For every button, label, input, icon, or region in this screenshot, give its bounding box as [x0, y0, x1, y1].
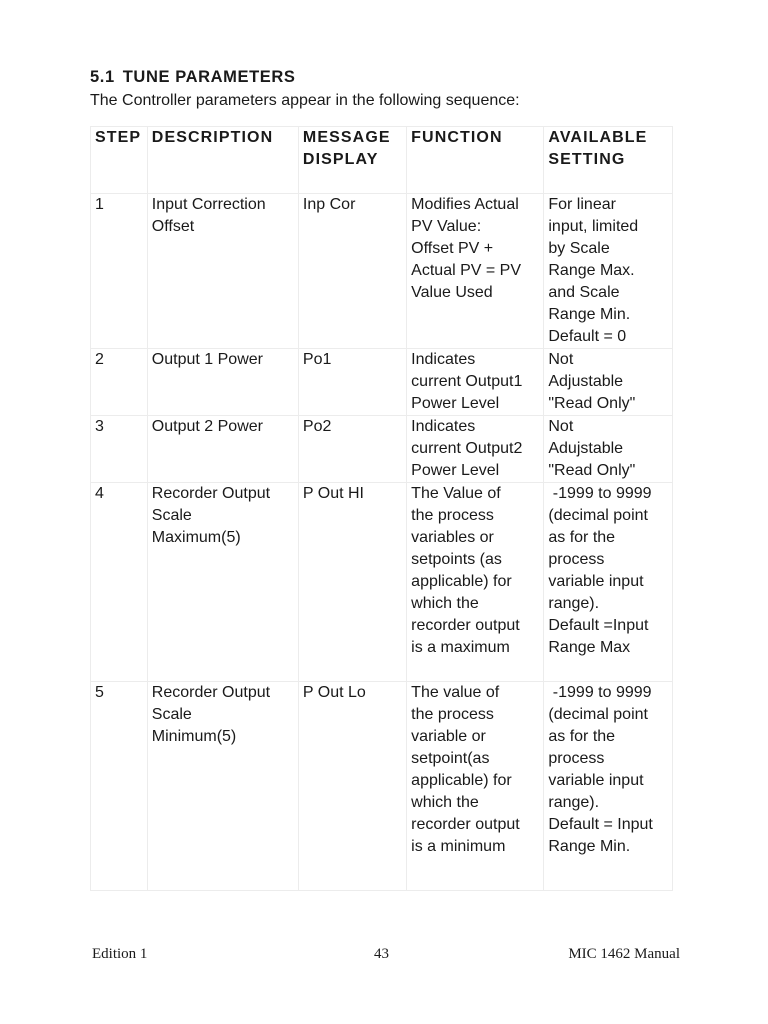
message-display-cell: Inp Cor: [298, 194, 406, 349]
intro-text: The Controller parameters appear in the following sequence:: [90, 92, 520, 109]
function-cell-line: Value Used: [411, 284, 493, 301]
function-cell-line: is a minimum: [411, 838, 506, 855]
available-setting-cell: [544, 416, 673, 483]
available-setting-cell: [544, 483, 673, 682]
function-cell-line: PV Value:: [411, 218, 482, 235]
available-setting-cell-line: range).: [548, 794, 600, 811]
function-cell: [407, 194, 544, 349]
available-setting-cell-line: Not: [548, 351, 574, 368]
available-setting-cell-line: as for the: [548, 728, 616, 745]
available-setting-cell-line: Range Min.: [548, 838, 631, 855]
table-row: [91, 194, 673, 349]
description-cell: [147, 349, 298, 416]
description-cell: [147, 682, 298, 891]
table-row: [91, 416, 673, 483]
tune-parameters-table: [90, 126, 673, 891]
function-cell-line: Offset PV +: [411, 240, 494, 257]
description-cell-line: Minimum(5): [151, 728, 237, 745]
function-cell-line: Modifies Actual: [411, 196, 519, 213]
available-setting-cell-line: process: [548, 551, 605, 568]
step-cell: 4: [91, 483, 148, 682]
available-setting-cell-line: Default =Input: [548, 617, 649, 634]
available-setting-cell-line: Range Min.: [548, 306, 631, 323]
function-cell-line: Power Level: [411, 395, 500, 412]
available-setting-cell-line: as for the: [548, 529, 616, 546]
description-cell-line: Recorder Output: [151, 485, 271, 502]
message-display-cell: P Out HI: [298, 483, 406, 682]
available-setting-cell-line: (decimal point: [548, 507, 648, 524]
function-cell-line: Power Level: [411, 462, 500, 479]
description-cell-line: Input Correction: [151, 196, 266, 213]
section-number: 5.1: [90, 68, 115, 86]
function-cell-line: current Output2: [411, 440, 523, 457]
function-cell-line: the process: [411, 507, 494, 524]
description-cell: [147, 194, 298, 349]
available-setting-cell-line: Not: [548, 418, 574, 435]
function-cell-line: current Output1: [411, 373, 523, 390]
available-setting-cell: [544, 682, 673, 891]
function-cell: [407, 483, 544, 682]
available-setting-cell-line: Range Max: [548, 639, 631, 656]
available-setting-cell-line: For linear: [548, 196, 616, 213]
description-cell-line: Recorder Output: [151, 684, 271, 701]
function-cell-line: applicable) for: [411, 573, 512, 590]
function-cell-line: which the: [411, 595, 479, 612]
header-message-display: [298, 127, 406, 194]
available-setting-cell-line: -1999 to 9999: [548, 485, 652, 502]
header-setting-line2: SETTING: [548, 151, 626, 168]
table-row: [91, 349, 673, 416]
header-function: FUNCTION: [407, 127, 544, 194]
header-message-line2: DISPLAY: [302, 151, 379, 168]
step-cell: 3: [91, 416, 148, 483]
available-setting-cell-line: input, limited: [548, 218, 639, 235]
footer-manual-title: MIC 1462 Manual: [568, 946, 680, 962]
available-setting-cell-line: -1999 to 9999: [548, 684, 652, 701]
description-cell-line: Maximum(5): [151, 529, 241, 546]
description-cell-line: Output 1 Power: [151, 351, 263, 368]
table-row: [91, 483, 673, 682]
function-cell-line: variables or: [411, 529, 494, 546]
step-cell: 5: [91, 682, 148, 891]
message-display-cell: Po1: [298, 349, 406, 416]
function-cell-line: is a maximum: [411, 639, 510, 656]
description-cell-line: Scale: [151, 706, 192, 723]
function-cell: [407, 682, 544, 891]
step-cell: 1: [91, 194, 148, 349]
step-cell: 2: [91, 349, 148, 416]
function-cell-line: The Value of: [411, 485, 501, 502]
available-setting-cell-line: variable input: [548, 573, 644, 590]
function-cell-line: which the: [411, 794, 479, 811]
function-cell: [407, 349, 544, 416]
function-cell-line: variable or: [411, 728, 486, 745]
description-cell: [147, 483, 298, 682]
function-cell-line: recorder output: [411, 816, 520, 833]
available-setting-cell-line: Adujstable: [548, 440, 624, 457]
table-row: [91, 682, 673, 891]
message-display-cell: Po2: [298, 416, 406, 483]
available-setting-cell: [544, 194, 673, 349]
available-setting-cell-line: Adjustable: [548, 373, 624, 390]
function-cell: [407, 416, 544, 483]
header-setting-line1: AVAILABLE: [548, 129, 648, 146]
function-cell-line: the process: [411, 706, 494, 723]
table-body: [91, 194, 673, 891]
header-step: STEP: [91, 127, 148, 194]
available-setting-cell-line: by Scale: [548, 240, 610, 257]
header-description: DESCRIPTION: [147, 127, 298, 194]
available-setting-cell-line: variable input: [548, 772, 644, 789]
available-setting-cell-line: Default = Input: [548, 816, 653, 833]
description-cell-line: Scale: [151, 507, 192, 524]
available-setting-cell-line: "Read Only": [548, 395, 636, 412]
function-cell-line: Indicates: [411, 351, 476, 368]
function-cell-line: applicable) for: [411, 772, 512, 789]
section-title: TUNE PARAMETERS: [122, 68, 296, 86]
description-cell-line: Offset: [151, 218, 195, 235]
available-setting-cell-line: Default = 0: [548, 328, 627, 345]
description-cell: [147, 416, 298, 483]
table-header-row: [91, 127, 673, 194]
available-setting-cell-line: process: [548, 750, 605, 767]
function-cell-line: Indicates: [411, 418, 476, 435]
footer-page-number: 43: [374, 946, 389, 962]
available-setting-cell-line: "Read Only": [548, 462, 636, 479]
message-display-cell: P Out Lo: [298, 682, 406, 891]
description-cell-line: Output 2 Power: [151, 418, 263, 435]
function-cell-line: The value of: [411, 684, 500, 701]
available-setting-cell-line: (decimal point: [548, 706, 648, 723]
function-cell-line: recorder output: [411, 617, 520, 634]
header-message-line1: MESSAGE: [302, 129, 391, 146]
available-setting-cell-line: range).: [548, 595, 600, 612]
available-setting-cell-line: and Scale: [548, 284, 620, 301]
available-setting-cell: [544, 349, 673, 416]
function-cell-line: Actual PV = PV: [411, 262, 522, 279]
section-heading: [90, 68, 296, 87]
function-cell-line: setpoint(as: [411, 750, 490, 767]
available-setting-cell-line: Range Max.: [548, 262, 635, 279]
header-available-setting: [544, 127, 673, 194]
function-cell-line: setpoints (as: [411, 551, 502, 568]
footer-edition: Edition 1: [92, 946, 148, 962]
